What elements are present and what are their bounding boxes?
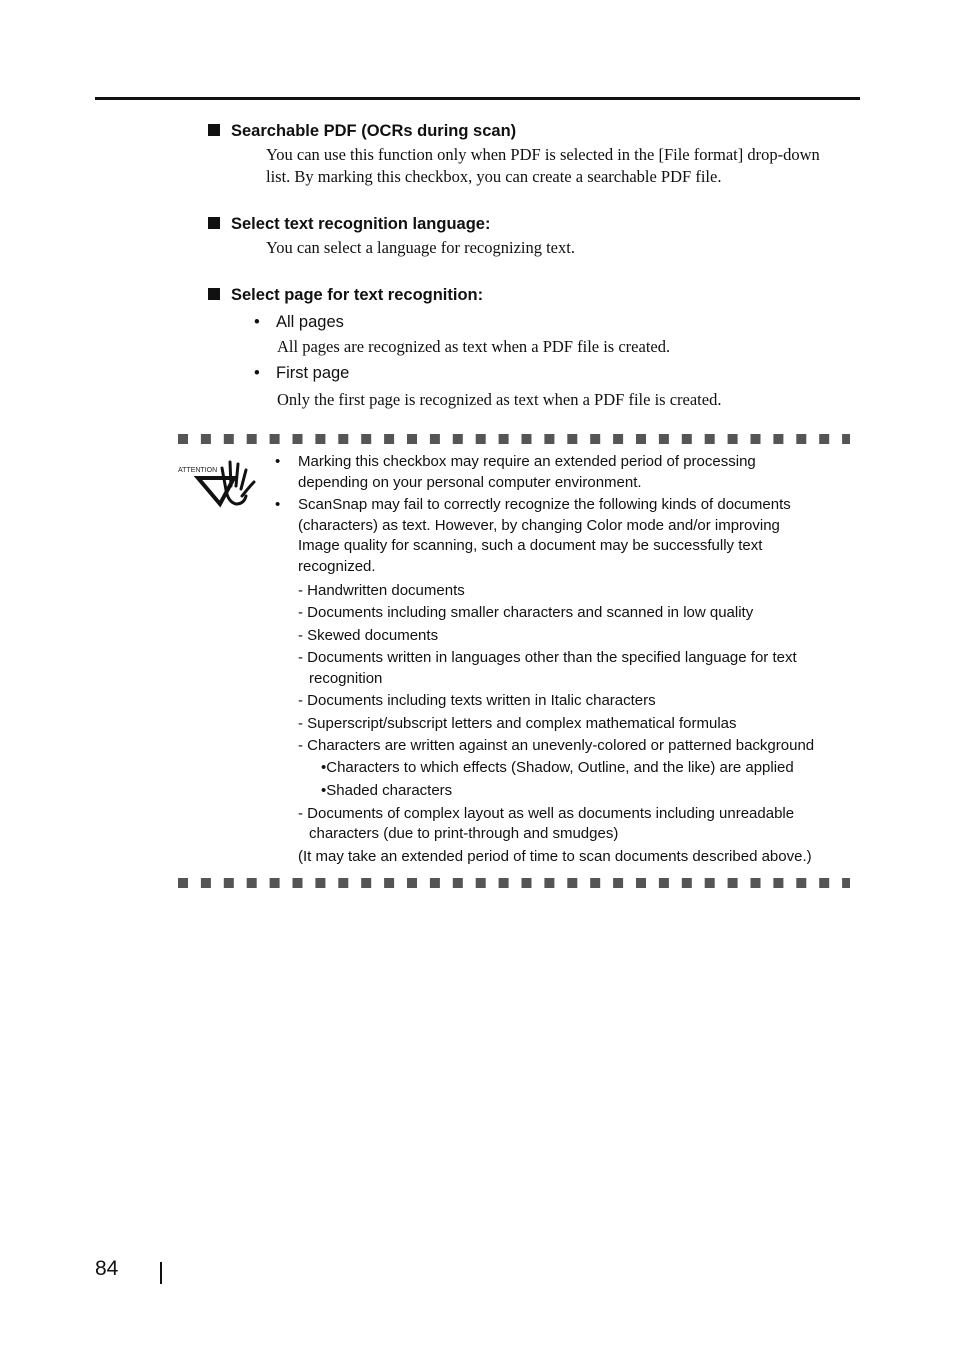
option-all-pages-desc: All pages are recognized as text when a PDF file is created. [277,337,671,356]
list-item-cont: characters (due to print-through and smudges) [309,825,619,842]
list-subitem: •Shaded characters [321,782,453,799]
bullet-dot-icon: • [254,364,260,382]
option-first-page-desc: Only the first page is recognized as text when a PDF file is created. [277,390,722,409]
attention-icon-label: ATTENTION [178,467,218,474]
section-body-searchable-pdf: You can use this function only when PDF is selected in the [File format] drop-down list. By marking this checkbox, you can create a searchable PDF file. [266,145,820,186]
attention-footnote: (It may take an extended period of time to scan documents described above.) [298,848,812,865]
bullet-dot-icon: • [254,313,260,331]
section-heading-searchable-pdf: Searchable PDF (OCRs during scan) [208,121,516,141]
option-all-pages: • All pages [254,313,344,331]
list-item: - Characters are written against an unevenly-colored or patterned background [298,737,815,754]
section-heading-language: Select text recognition language: [208,214,490,234]
list-item: - Handwritten documents [298,582,465,599]
section-heading-page: Select page for text recognition: [208,285,483,305]
list-item: - Skewed documents [298,627,439,644]
list-subitem: •Characters to which effects (Shadow, Outline, and the like) are applied [321,759,794,776]
attention-hand-icon [176,456,258,510]
list-item: - Documents of complex layout as well as documents including unreadable [298,805,795,822]
section-body-language: You can select a language for recognizing text. [266,238,575,257]
square-bullet-icon [208,288,220,300]
square-bullet-icon [208,124,220,136]
attention-divider-top [178,434,850,444]
header-rule [95,97,860,100]
list-item: - Superscript/subscript letters and complex mathematical formulas [298,715,737,732]
square-bullet-icon [208,217,220,229]
list-item: - Documents written in languages other than the specified language for text [298,649,797,666]
attention-bullet-dot: • [275,496,281,513]
option-first-page: • First page [254,364,350,382]
attention-divider-bottom [178,878,850,888]
page-number-divider [160,1262,162,1284]
attention-bullet-dot: • [275,453,281,470]
list-item: - Documents including texts written in Italic characters [298,692,656,709]
page-number: 84 [95,1257,119,1280]
attention-note-processing: Marking this checkbox may require an extended period of processing depending on your personal computer environment. [298,453,756,491]
attention-note-recognition: ScanSnap may fail to correctly recognize the following kinds of documents (characters) as text. However, by changing Color mode and/or improving Image quality for scanning, such a document may be successfully text recognized. [298,496,791,575]
list-item-cont: recognition [309,670,383,687]
list-item: - Documents including smaller characters and scanned in low quality [298,604,754,621]
